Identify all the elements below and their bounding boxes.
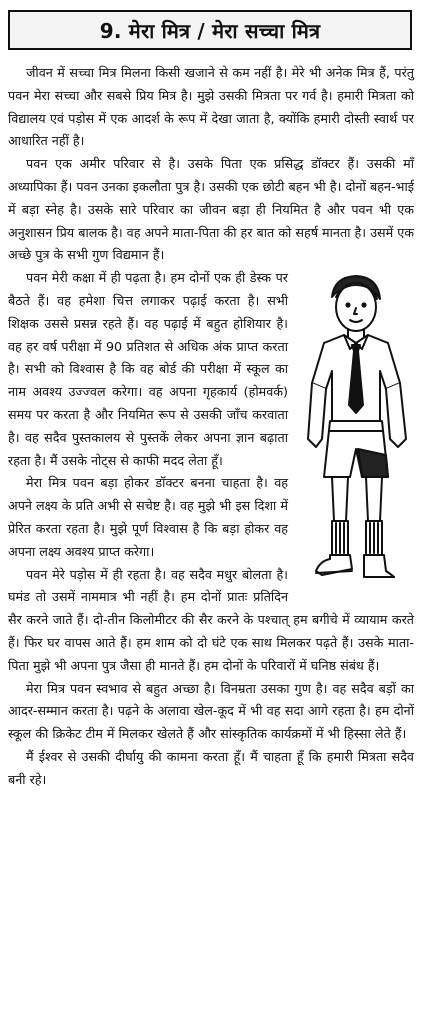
paragraph-7: मैं ईश्वर से उसकी दीर्घायु की कामना करता हूँ। मैं चाहता हूँ कि हमारी मित्रता सदैव बनी रहे। [8, 748, 414, 787]
paragraph-5: पवन मेरे पड़ोस में ही रहता है। वह सदैव मधुर बोलता है। घमंड तो उसमें नाममात्र भी नहीं है। हम दोनों प्रातः प्रतिदिन सैर करने जाते हैं। दो-तीन किलोमीटर की सैर करने के पश्चात् हम बगीचे में व्यायाम करते हैं। फिर घर वापस आते हैं। हम शाम को दो घंटे एक साथ मिलकर पढ़ते हैं। उसके माता-पिता मुझे भी अपना पुत्र जैसा ही मानते हैं। हम दोनों के परिवारों में घनिष्ठ संबंध हैं। [8, 566, 414, 673]
paragraph-3: पवन मेरी कक्षा में ही पढ़ता है। हम दोनों एक ही डेस्क पर बैठते हैं। वह हमेशा चित्त लगाकर पढ़ाई करता है। सभी शिक्षक उससे प्रसन्न रहते हैं। वह पढ़ाई में बहुत होशियार है। वह हर वर्ष परीक्षा में 90 प्रतिशत से अधिक अंक प्राप्त करता है। सभी को विश्वास है कि वह बोर्ड की परीक्षा में स्कूल का नाम अवश्य उज्ज्वल करेगा। वह अपना गृहकार्य (होमवर्क) समय पर करता है और नियमित रूप से उसकी जाँच करवाता है। वह सदैव पुस्तकालय से पुस्तकें लेकर अपना ज्ञान बढ़ाता रहता है। मैं उसके नोट्स से काफी मदद लेता हूँ। [8, 270, 288, 468]
essay-body [8, 62, 414, 792]
paragraph-4: मेरा मित्र पवन बड़ा होकर डॉक्टर बनना चाहता है। वह अपने लक्ष्य के प्रति अभी से सचेष्ट है। वह मुझे भी इस दिशा में प्रेरित करता रहता है। मुझे पूर्ण विश्वास है कि बड़ा होकर वह अपना लक्ष्य अवश्य प्राप्त करेगा। [8, 475, 288, 559]
paragraph-6: मेरा मित्र पवन स्वभाव से बहुत अच्छा है। विनम्रता उसका गुण है। वह सदैव बड़ों का आदर-सम्मान करता है। पढ़ने के अलावा खेल-कूद में भी वह सदा आगे रहता है। हम दोनों स्कूल की क्रिकेट टीम में मिलकर खेलते हैं और सांस्कृतिक कार्यक्रमों में भी हिस्सा लेते हैं। [8, 680, 414, 742]
paragraph-2: पवन एक अमीर परिवार से है। उसके पिता एक प्रसिद्ध डॉक्टर हैं। उसकी माँ अध्यापिका हैं। पवन उनका इकलौता पुत्र है। उसकी एक छोटी बहन भी है। दोनों बहन-भाई में बड़ा स्नेह है। उसके सारे परिवार का जीवन बड़ा ही नियमित है और पवन भी एक अनुशासन प्रिय बालक है। वह अपने माता-पिता की हर बात को सहर्ष मानता है। उसमें एक अच्छे पुत्र के सभी गुण विद्यमान हैं। [8, 156, 415, 263]
paragraph-1: जीवन में सच्चा मित्र मिलना किसी खजाने से कम नहीं है। मेरे भी अनेक मित्र हैं, परंतु पवन मेरा सच्चा और सबसे प्रिय मित्र है। मुझे उसकी मित्रता पर गर्व है। हमारी मित्रता को विद्यालय एवं पड़ोस में एक आदर्श के रूप में देखा जाता है, क्योंकि हमारी दोस्ती स्वार्थ पर आधारित नहीं है। [8, 65, 414, 149]
title-box [8, 10, 412, 50]
boy-illustration [294, 271, 414, 593]
essay-title: 9. मेरा मित्र / मेरा सच्चा मित्र [99, 18, 321, 43]
